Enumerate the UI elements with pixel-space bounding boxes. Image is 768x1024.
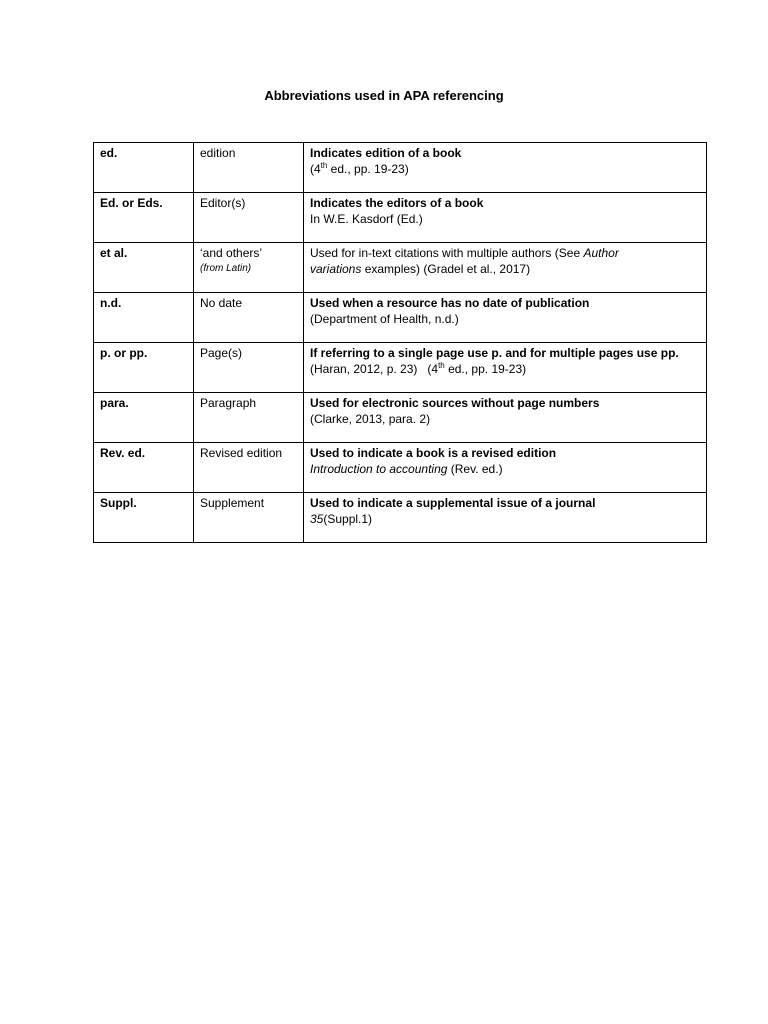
description-text: Used for electronic sources without page numbers — [310, 396, 600, 410]
table-row — [94, 343, 707, 393]
description-cell — [304, 393, 707, 443]
description-text: Used when a resource has no date of publication — [310, 296, 590, 310]
description-cell — [304, 193, 707, 243]
meaning-cell: Paragraph — [194, 393, 304, 443]
page-title: Abbreviations used in APA referencing — [264, 88, 504, 103]
description-cell — [304, 443, 707, 493]
meaning-cell: edition — [194, 143, 304, 193]
abbreviation-cell: p. or pp. — [94, 343, 194, 393]
example-text: In W.E. Kasdorf (Ed.) — [310, 212, 423, 226]
description-text — [310, 245, 700, 277]
meaning-cell: Supplement — [194, 493, 304, 543]
example-part: (Haran, 2012, p. 23) (4 — [310, 362, 439, 376]
superscript: th — [438, 361, 445, 370]
description-text: Indicates the editors of a book — [310, 196, 484, 210]
table-row — [94, 143, 707, 193]
table-row — [94, 493, 707, 543]
example-text: (Clarke, 2013, para. 2) — [310, 412, 431, 426]
abbreviation-cell: Ed. or Eds. — [94, 193, 194, 243]
meaning-cell: Page(s) — [194, 343, 304, 393]
table-row — [94, 243, 707, 293]
description-part: Used for in-text citations with multiple authors (See — [310, 246, 584, 260]
description-text: Used to indicate a book is a revised edition — [310, 446, 557, 460]
example-italic: Introduction to accounting — [310, 462, 448, 476]
abbreviations-table — [93, 142, 707, 543]
example-part: ed., pp. 19-23) — [327, 162, 409, 176]
meaning-text: ‘and others’ — [200, 246, 263, 260]
example-text: (Department of Health, n.d.) — [310, 312, 459, 326]
example-text — [310, 511, 700, 527]
table-row — [94, 293, 707, 343]
example-part: (4 — [310, 162, 321, 176]
table-row — [94, 393, 707, 443]
meaning-note: (from Latin) — [200, 263, 252, 274]
description-cell — [304, 143, 707, 193]
meaning-cell: No date — [194, 293, 304, 343]
abbreviation-cell: Rev. ed. — [94, 443, 194, 493]
example-part: ed., pp. 19-23) — [444, 362, 527, 376]
table-row — [94, 193, 707, 243]
superscript: th — [320, 161, 328, 170]
meaning-cell — [194, 243, 304, 293]
description-text: If referring to a single page use p. and for multiple pages use pp. — [310, 346, 679, 360]
abbreviation-cell: et al. — [94, 243, 194, 293]
meaning-cell: Revised edition — [194, 443, 304, 493]
description-text: Used to indicate a supplemental issue of a journal — [310, 496, 596, 510]
description-italic: Author — [583, 246, 619, 260]
description-part: examples) (Gradel et al., 2017) — [361, 262, 531, 276]
description-cell — [304, 493, 707, 543]
example-italic: 35 — [310, 512, 324, 526]
abbreviation-cell: Suppl. — [94, 493, 194, 543]
example-text — [310, 161, 700, 177]
abbreviation-cell: n.d. — [94, 293, 194, 343]
example-text — [310, 361, 700, 377]
abbreviation-cell: para. — [94, 393, 194, 443]
table-row — [94, 443, 707, 493]
description-cell — [304, 343, 707, 393]
description-text: Indicates edition of a book — [310, 146, 462, 160]
example-text — [310, 461, 700, 477]
example-part: (Rev. ed.) — [447, 462, 503, 476]
description-italic: variations — [310, 262, 362, 276]
abbreviation-cell: ed. — [94, 143, 194, 193]
example-part: (Suppl.1) — [323, 512, 373, 526]
meaning-cell: Editor(s) — [194, 193, 304, 243]
description-cell — [304, 243, 707, 293]
description-cell — [304, 293, 707, 343]
